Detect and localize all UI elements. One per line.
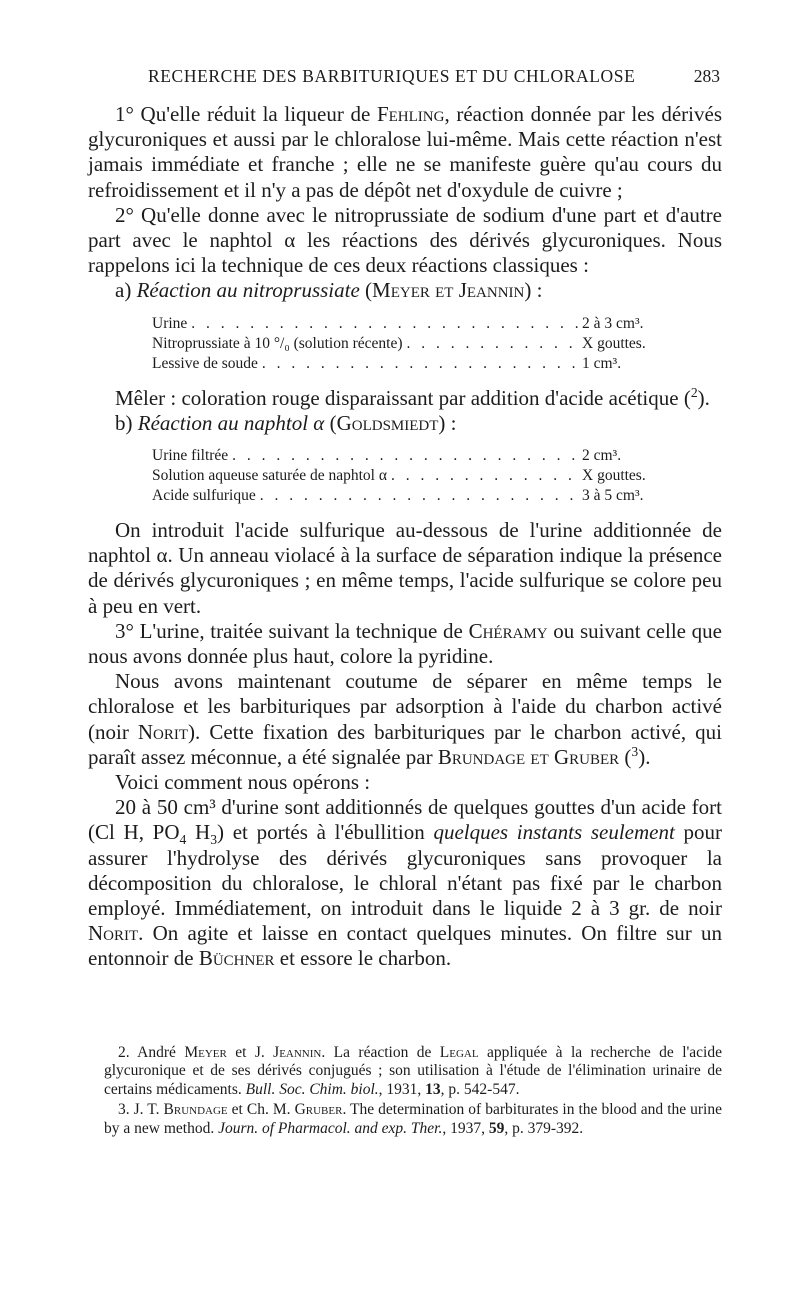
paragraph-procedure: 20 à 50 cm³ d'urine sont additionnés de quelques gouttes d'un acide fort (Cl H, $PO_4$ $H_3$) et portés à l'ébullition quelques instants seulement pour assurer l'hydrolyse des dérivés glycuroniques sans provoquer la décomposition du chloralose, le chloral n'étant pas fixé par le charbon employé. Immédiatement, on introduit dans le liquide 2 à 3 gr. de noir Norit. On agite et laisse en contact quelques minutes. On filtre sur un entonnoir de Büchner et essore le charbon. [88, 795, 723, 971]
page-number: 283 [693, 66, 720, 86]
recipe-row: Urine . . . 2 à 3 cm³. [152, 314, 670, 334]
recipe-naphtol [152, 446, 670, 506]
paragraph-meler: Mêler : coloration rouge disparaissant par addition d'acide acétique ($^2$). [115, 384, 710, 410]
paragraph-voici: Voici comment nous opérons : [115, 770, 371, 795]
paragraph-3: 3° L'urine, traitée suivant la technique de Chéramy ou suivant celle que nous avons donnée plus haut, colore la pyridine. [88, 618, 722, 669]
recipe-row: Nitroprussiate à 10 °/₀ (solution récente) . . . X gouttes. [152, 334, 670, 354]
paragraph-reaction-b: b) Réaction au naphtol α (Goldsmiedt) : [115, 410, 457, 435]
body-text [88, 102, 722, 972]
paragraph-charbon: Nous avons maintenant coutume de séparer en même temps le chloralose et les barbituriques par adsorption à l'aide du charbon activé (noir Norit). Cette fixation des barbituriques par le charbon activé, qui paraît assez méconnue, a été signalée par Brundage et Gruber ($^3$). [88, 669, 722, 769]
running-head: RECHERCHE DES BARBITURIQUES ET DU CHLORALOSE [148, 66, 636, 86]
paragraph-1: 1° Qu'elle réduit la liqueur de Fehling, réaction donnée par les dérivés glycuroniques et aussi par le chloralose lui-même. Mais cette réaction n'est jamais immédiate et franche ; elle ne se manifeste guère qu'au cours du refroidissement et il n'y a pas de dépôt net d'oxydule de cuivre ; [88, 102, 722, 202]
paragraph-reaction-a: a) Réaction au nitroprussiate (Meyer et Jeannin) : [115, 278, 543, 303]
paragraph-naphtol-result: On introduit l'acide sulfurique au-dessous de l'urine additionnée de naphtol α. Un anneau violacé à la surface de séparation indique la présence de dérivés glycuroniques ; en même temps, l'acide sulfurique se colore peu à peu en vert. [88, 518, 722, 618]
recipe-row: Acide sulfurique . . . 3 à 5 cm³. [152, 486, 670, 506]
recipe-row: Lessive de soude . . . 1 cm³. [152, 354, 670, 374]
recipe-row: Solution aqueuse saturée de naphtol α . . . X gouttes. [152, 466, 670, 486]
recipe-nitroprussiate [152, 314, 670, 374]
footnote-3: 3. J. T. Brundage et Ch. M. Gruber. The determination of barbiturates in the blood and the urine by a new method. Journ. of Pharmacol. and exp. Ther., 1937, 59, p. 379-392. [104, 1101, 722, 1137]
page-header [80, 66, 720, 94]
footnotes [104, 1044, 722, 1140]
footnote-2: 2. André Meyer et J. Jeannin. La réaction de Legal appliquée à la recherche de l'acide glycuronique et de ses dérivés conjugués ; son utilisation à l'étude de l'élimination urinaire de certains médicaments. Bull. Soc. Chim. biol., 1931, 13, p. 542-547. [104, 1044, 722, 1098]
recipe-row: Urine filtrée . . . 2 cm³. [152, 446, 670, 466]
paragraph-2: 2° Qu'elle donne avec le nitroprussiate de sodium d'une part et d'autre part avec le naphtol α les réactions des dérivés glycuroniques. Nous rappelons ici la technique de ces deux réactions classiques : [88, 202, 722, 278]
